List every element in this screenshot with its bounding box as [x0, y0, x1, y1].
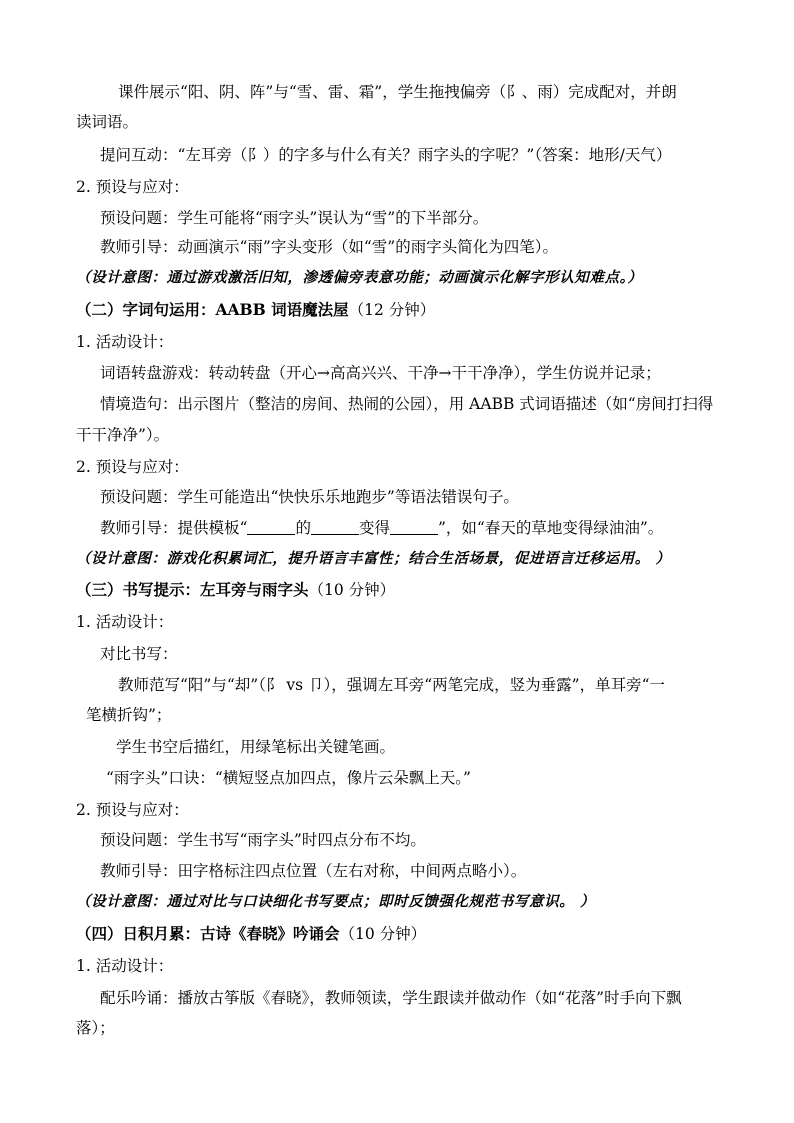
paragraph-line: 读词语。 [76, 113, 139, 131]
paragraph-line: 预设问题：学生书写“雨字头”时四点分布不均。 [100, 831, 426, 849]
section-title: （三）书写提示：左耳旁与雨字头 [76, 580, 309, 599]
paragraph-line [0, 518, 794, 538]
template-text: 的 [295, 519, 311, 537]
section-duration: （10 分钟） [308, 581, 396, 599]
section-heading [0, 300, 794, 320]
section-heading [0, 924, 794, 944]
list-heading: 2. 预设与应对： [76, 801, 189, 819]
template-text: ”，如“春天的草地变得绿油油”。 [437, 519, 664, 537]
list-heading: 2. 预设与应对： [76, 178, 189, 196]
paragraph-line: “雨字头”口诀：“横短竖点加四点，像片云朵飘上天。” [106, 769, 471, 787]
list-heading: 2. 预设与应对： [76, 458, 189, 476]
design-intent: （设计意图：游戏化积累词汇，提升语言丰富性；结合生活场景，促进语言迁移运用。 ） [76, 550, 671, 567]
fill-blank [390, 520, 438, 535]
template-text: 教师引导：提供模板“ [100, 519, 248, 537]
section-title: （二）字词句运用：AABB 词语魔法屋 [76, 300, 349, 319]
list-heading: 1. 活动设计： [76, 333, 174, 351]
paragraph-line: 干干净净”）。 [76, 426, 170, 444]
paragraph-line: 学生书空后描红，用绿笔标出关键笔画。 [116, 738, 396, 756]
paragraph-line: 对比书写： [100, 645, 178, 663]
fill-blank [311, 520, 359, 535]
section-duration: （10 分钟） [339, 925, 427, 943]
design-intent: （设计意图：通过对比与口诀细化书写要点；即时反馈强化规范书写意识。 ） [76, 893, 596, 910]
list-heading: 1. 活动设计： [76, 957, 174, 975]
fill-blank [247, 520, 295, 535]
paragraph-line: 预设问题：学生可能造出“快快乐乐地跑步”等语法错误句子。 [100, 488, 519, 506]
paragraph-line: 落）； [76, 1019, 115, 1037]
paragraph-line: 教师引导：田字格标注四点位置（左右对称，中间两点略小）。 [100, 862, 527, 880]
paragraph-line: 课件展示“阳、阴、阵”与“雪、雷、霜”，学生拖拽偏旁（阝、雨）完成配对，并朗 [118, 83, 677, 101]
section-title: （四）日积月累：古诗《春晓》吟诵会 [76, 924, 340, 943]
paragraph-line: 情境造句：出示图片（整洁的房间、热闹的公园），用 AABB 式词语描述（如“房间打扫得 [100, 395, 714, 413]
paragraph-line: 笔横折钩”； [86, 706, 172, 724]
paragraph-line: 预设问题：学生可能将“雨字头”误认为“雪”的下半部分。 [100, 209, 489, 227]
paragraph-line: 提问互动：“左耳旁（阝）的字多与什么有关？雨字头的字呢？”（答案：地形/天气） [100, 146, 672, 164]
paragraph-line: 教师引导：动画演示“雨”字头变形（如“雪”的雨字头简化为四笔）。 [100, 238, 558, 256]
list-heading: 1. 活动设计： [76, 613, 174, 631]
paragraph-line: 配乐吟诵：播放古筝版《春晓》，教师领读，学生跟读并做动作（如“花落”时手向下飘 [100, 989, 682, 1007]
section-heading [0, 580, 794, 600]
design-intent: （设计意图：通过游戏激活旧知，渗透偏旁表意功能；动画演示化解字形认知难点。） [76, 269, 643, 286]
paragraph-line: 词语转盘游戏：转动转盘（开心→高高兴兴、干净→干干净净），学生仿说并记录； [100, 364, 661, 382]
paragraph-line: 教师范写“阳”与“却”（阝 vs 卩），强调左耳旁“两笔完成，竖为垂露”，单耳旁“一 [118, 676, 666, 694]
template-text: 变得 [358, 519, 390, 537]
section-duration: （12 分钟） [348, 301, 436, 319]
